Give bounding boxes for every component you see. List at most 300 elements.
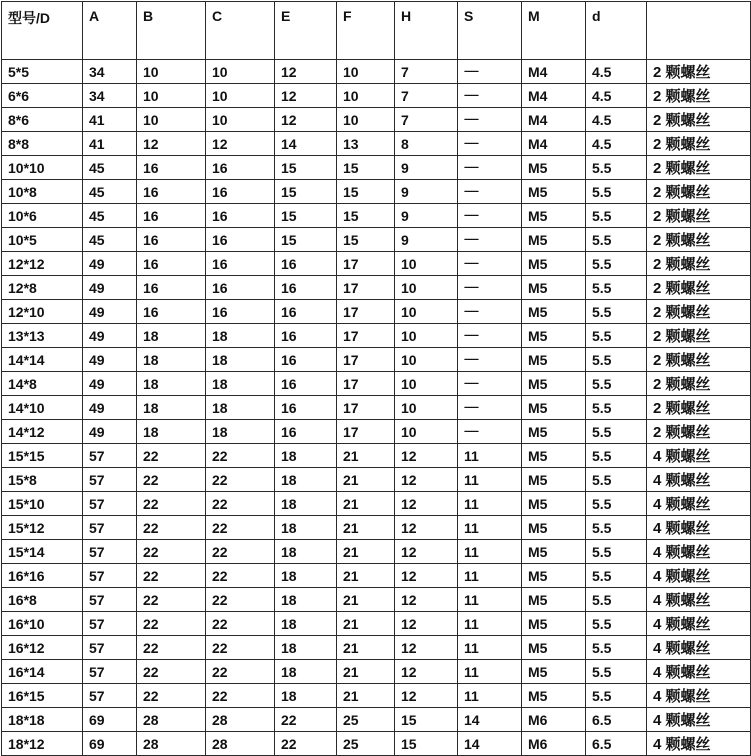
cell-model: 15*8 (2, 468, 83, 492)
cell-a: 57 (83, 636, 137, 660)
table-row (2, 708, 751, 732)
cell-e: 18 (275, 636, 337, 660)
cell-s: ------ (458, 108, 522, 132)
cell-m: M6 (522, 708, 586, 732)
cell-h: 12 (395, 564, 458, 588)
cell-e: 15 (275, 204, 337, 228)
cell-note: 4 颗螺丝 (647, 636, 751, 660)
cell-m: M5 (522, 228, 586, 252)
cell-f: 15 (337, 228, 395, 252)
cell-model: 16*10 (2, 612, 83, 636)
cell-c: 22 (206, 660, 275, 684)
cell-a: 49 (83, 396, 137, 420)
cell-note: 4 颗螺丝 (647, 732, 751, 756)
table-row (2, 204, 751, 228)
table-row (2, 684, 751, 708)
cell-model: 14*14 (2, 348, 83, 372)
cell-e: 18 (275, 468, 337, 492)
cell-note: 2 颗螺丝 (647, 204, 751, 228)
cell-f: 10 (337, 108, 395, 132)
cell-h: 12 (395, 492, 458, 516)
cell-a: 41 (83, 132, 137, 156)
spec-table (1, 1, 751, 756)
cell-s: ------ (458, 396, 522, 420)
cell-d: 5.5 (586, 444, 647, 468)
cell-h: 15 (395, 708, 458, 732)
cell-c: 16 (206, 276, 275, 300)
cell-e: 16 (275, 252, 337, 276)
cell-m: M4 (522, 108, 586, 132)
cell-s: 11 (458, 468, 522, 492)
cell-m: M5 (522, 348, 586, 372)
table-row (2, 516, 751, 540)
cell-h: 12 (395, 636, 458, 660)
cell-c: 16 (206, 156, 275, 180)
table-row (2, 588, 751, 612)
header-s: S (458, 2, 522, 60)
cell-s: ------ (458, 204, 522, 228)
cell-f: 21 (337, 516, 395, 540)
cell-note: 2 颗螺丝 (647, 324, 751, 348)
cell-b: 16 (137, 300, 206, 324)
cell-model: 14*12 (2, 420, 83, 444)
cell-b: 16 (137, 276, 206, 300)
cell-c: 18 (206, 348, 275, 372)
cell-h: 10 (395, 276, 458, 300)
cell-s: ------ (458, 372, 522, 396)
cell-s: 11 (458, 564, 522, 588)
cell-e: 15 (275, 228, 337, 252)
table-row (2, 156, 751, 180)
cell-note: 4 颗螺丝 (647, 684, 751, 708)
cell-e: 18 (275, 492, 337, 516)
cell-model: 10*8 (2, 180, 83, 204)
cell-h: 10 (395, 324, 458, 348)
cell-c: 10 (206, 60, 275, 84)
cell-d: 5.5 (586, 516, 647, 540)
cell-model: 12*10 (2, 300, 83, 324)
cell-b: 10 (137, 108, 206, 132)
cell-f: 21 (337, 660, 395, 684)
cell-model: 6*6 (2, 84, 83, 108)
cell-model: 5*5 (2, 60, 83, 84)
table-row (2, 324, 751, 348)
table-row (2, 660, 751, 684)
cell-e: 12 (275, 84, 337, 108)
cell-b: 18 (137, 420, 206, 444)
cell-a: 49 (83, 420, 137, 444)
cell-h: 15 (395, 732, 458, 756)
table-row (2, 108, 751, 132)
cell-s: 11 (458, 444, 522, 468)
cell-e: 16 (275, 300, 337, 324)
cell-d: 5.5 (586, 300, 647, 324)
cell-s: ------ (458, 60, 522, 84)
cell-f: 17 (337, 252, 395, 276)
cell-note: 4 颗螺丝 (647, 492, 751, 516)
cell-s: ------ (458, 132, 522, 156)
cell-model: 15*14 (2, 540, 83, 564)
cell-note: 2 颗螺丝 (647, 372, 751, 396)
cell-f: 21 (337, 468, 395, 492)
header-a: A (83, 2, 137, 60)
cell-m: M5 (522, 468, 586, 492)
cell-e: 16 (275, 372, 337, 396)
cell-d: 6.5 (586, 732, 647, 756)
cell-b: 22 (137, 684, 206, 708)
cell-s: 11 (458, 540, 522, 564)
cell-f: 21 (337, 636, 395, 660)
cell-f: 17 (337, 372, 395, 396)
cell-e: 18 (275, 516, 337, 540)
cell-note: 2 颗螺丝 (647, 132, 751, 156)
cell-h: 7 (395, 108, 458, 132)
cell-d: 5.5 (586, 612, 647, 636)
cell-m: M4 (522, 132, 586, 156)
cell-d: 5.5 (586, 660, 647, 684)
header-e: E (275, 2, 337, 60)
table-row (2, 564, 751, 588)
cell-e: 18 (275, 684, 337, 708)
cell-d: 4.5 (586, 108, 647, 132)
cell-m: M5 (522, 516, 586, 540)
cell-c: 16 (206, 252, 275, 276)
cell-h: 9 (395, 156, 458, 180)
cell-h: 12 (395, 444, 458, 468)
cell-h: 12 (395, 516, 458, 540)
cell-e: 18 (275, 660, 337, 684)
cell-m: M5 (522, 660, 586, 684)
cell-f: 25 (337, 732, 395, 756)
cell-s: ------ (458, 300, 522, 324)
cell-c: 16 (206, 228, 275, 252)
cell-model: 10*6 (2, 204, 83, 228)
cell-note: 4 颗螺丝 (647, 540, 751, 564)
cell-d: 5.5 (586, 396, 647, 420)
cell-d: 5.5 (586, 252, 647, 276)
cell-b: 28 (137, 708, 206, 732)
cell-f: 17 (337, 348, 395, 372)
cell-f: 21 (337, 612, 395, 636)
cell-m: M5 (522, 396, 586, 420)
cell-model: 15*15 (2, 444, 83, 468)
cell-c: 22 (206, 540, 275, 564)
cell-d: 5.5 (586, 468, 647, 492)
cell-a: 49 (83, 276, 137, 300)
cell-b: 22 (137, 516, 206, 540)
cell-c: 18 (206, 372, 275, 396)
cell-f: 10 (337, 60, 395, 84)
cell-e: 18 (275, 564, 337, 588)
table-row (2, 492, 751, 516)
cell-s: 11 (458, 588, 522, 612)
table-row (2, 636, 751, 660)
cell-f: 17 (337, 276, 395, 300)
cell-m: M5 (522, 372, 586, 396)
cell-note: 2 颗螺丝 (647, 300, 751, 324)
cell-c: 16 (206, 300, 275, 324)
cell-f: 17 (337, 396, 395, 420)
cell-b: 16 (137, 252, 206, 276)
cell-c: 10 (206, 84, 275, 108)
table-body (2, 60, 751, 756)
cell-b: 22 (137, 540, 206, 564)
cell-a: 69 (83, 708, 137, 732)
cell-h: 10 (395, 252, 458, 276)
cell-m: M5 (522, 636, 586, 660)
cell-d: 5.5 (586, 372, 647, 396)
cell-e: 15 (275, 156, 337, 180)
cell-note: 2 颗螺丝 (647, 348, 751, 372)
cell-a: 34 (83, 84, 137, 108)
cell-note: 2 颗螺丝 (647, 60, 751, 84)
table-row (2, 348, 751, 372)
cell-s: ------ (458, 180, 522, 204)
cell-m: M5 (522, 252, 586, 276)
cell-s: ------ (458, 252, 522, 276)
cell-model: 16*14 (2, 660, 83, 684)
cell-h: 12 (395, 468, 458, 492)
cell-model: 16*16 (2, 564, 83, 588)
cell-a: 57 (83, 516, 137, 540)
cell-s: 11 (458, 636, 522, 660)
cell-m: M4 (522, 60, 586, 84)
cell-f: 15 (337, 180, 395, 204)
cell-c: 12 (206, 132, 275, 156)
cell-a: 49 (83, 252, 137, 276)
cell-note: 2 颗螺丝 (647, 108, 751, 132)
cell-c: 16 (206, 180, 275, 204)
cell-e: 15 (275, 180, 337, 204)
cell-s: ------ (458, 276, 522, 300)
cell-d: 5.5 (586, 540, 647, 564)
cell-f: 17 (337, 420, 395, 444)
cell-note: 4 颗螺丝 (647, 612, 751, 636)
cell-c: 28 (206, 732, 275, 756)
cell-c: 22 (206, 516, 275, 540)
cell-h: 10 (395, 348, 458, 372)
cell-f: 13 (337, 132, 395, 156)
cell-h: 7 (395, 60, 458, 84)
cell-m: M5 (522, 588, 586, 612)
cell-s: ------ (458, 324, 522, 348)
cell-e: 18 (275, 540, 337, 564)
cell-m: M5 (522, 180, 586, 204)
cell-a: 49 (83, 324, 137, 348)
cell-b: 18 (137, 396, 206, 420)
header-d: d (586, 2, 647, 60)
cell-model: 14*10 (2, 396, 83, 420)
cell-b: 22 (137, 564, 206, 588)
cell-c: 10 (206, 108, 275, 132)
cell-f: 10 (337, 84, 395, 108)
cell-m: M4 (522, 84, 586, 108)
cell-s: ------ (458, 228, 522, 252)
table-row (2, 444, 751, 468)
cell-m: M5 (522, 564, 586, 588)
cell-s: 11 (458, 516, 522, 540)
cell-a: 41 (83, 108, 137, 132)
cell-model: 8*6 (2, 108, 83, 132)
cell-model: 16*8 (2, 588, 83, 612)
cell-b: 18 (137, 372, 206, 396)
cell-a: 45 (83, 228, 137, 252)
cell-note: 2 颗螺丝 (647, 156, 751, 180)
cell-a: 49 (83, 300, 137, 324)
cell-b: 16 (137, 228, 206, 252)
cell-b: 28 (137, 732, 206, 756)
cell-d: 4.5 (586, 60, 647, 84)
cell-a: 49 (83, 372, 137, 396)
table-row (2, 60, 751, 84)
cell-model: 14*8 (2, 372, 83, 396)
cell-a: 57 (83, 612, 137, 636)
cell-c: 16 (206, 204, 275, 228)
cell-b: 22 (137, 636, 206, 660)
cell-f: 21 (337, 492, 395, 516)
cell-s: 11 (458, 612, 522, 636)
cell-note: 4 颗螺丝 (647, 708, 751, 732)
cell-e: 16 (275, 348, 337, 372)
cell-e: 12 (275, 108, 337, 132)
cell-model: 16*15 (2, 684, 83, 708)
cell-f: 21 (337, 540, 395, 564)
cell-h: 8 (395, 132, 458, 156)
cell-d: 5.5 (586, 180, 647, 204)
cell-a: 57 (83, 444, 137, 468)
cell-d: 5.5 (586, 276, 647, 300)
cell-note: 2 颗螺丝 (647, 276, 751, 300)
cell-d: 5.5 (586, 204, 647, 228)
cell-note: 2 颗螺丝 (647, 252, 751, 276)
cell-m: M5 (522, 612, 586, 636)
cell-b: 22 (137, 660, 206, 684)
cell-m: M5 (522, 684, 586, 708)
cell-d: 4.5 (586, 84, 647, 108)
header-m: M (522, 2, 586, 60)
cell-a: 57 (83, 660, 137, 684)
header-row (2, 2, 751, 60)
cell-d: 5.5 (586, 564, 647, 588)
cell-a: 57 (83, 540, 137, 564)
cell-c: 18 (206, 396, 275, 420)
cell-a: 45 (83, 204, 137, 228)
cell-h: 12 (395, 612, 458, 636)
cell-s: 14 (458, 732, 522, 756)
cell-model: 18*12 (2, 732, 83, 756)
cell-a: 45 (83, 156, 137, 180)
cell-c: 22 (206, 492, 275, 516)
cell-f: 15 (337, 204, 395, 228)
cell-f: 21 (337, 684, 395, 708)
cell-e: 18 (275, 588, 337, 612)
cell-s: ------ (458, 348, 522, 372)
cell-h: 12 (395, 660, 458, 684)
cell-d: 5.5 (586, 684, 647, 708)
cell-model: 10*10 (2, 156, 83, 180)
cell-m: M5 (522, 204, 586, 228)
cell-model: 10*5 (2, 228, 83, 252)
cell-model: 12*12 (2, 252, 83, 276)
cell-h: 7 (395, 84, 458, 108)
cell-d: 4.5 (586, 132, 647, 156)
cell-d: 5.5 (586, 420, 647, 444)
cell-model: 8*8 (2, 132, 83, 156)
cell-note: 2 颗螺丝 (647, 180, 751, 204)
cell-f: 21 (337, 588, 395, 612)
cell-h: 12 (395, 588, 458, 612)
cell-c: 18 (206, 324, 275, 348)
cell-a: 57 (83, 492, 137, 516)
cell-h: 10 (395, 372, 458, 396)
cell-m: M5 (522, 444, 586, 468)
cell-a: 57 (83, 588, 137, 612)
cell-m: M5 (522, 492, 586, 516)
cell-note: 4 颗螺丝 (647, 588, 751, 612)
cell-h: 9 (395, 204, 458, 228)
cell-c: 22 (206, 684, 275, 708)
table-row (2, 396, 751, 420)
cell-model: 15*12 (2, 516, 83, 540)
table-row (2, 180, 751, 204)
cell-m: M5 (522, 300, 586, 324)
cell-m: M5 (522, 324, 586, 348)
cell-h: 12 (395, 540, 458, 564)
cell-b: 10 (137, 60, 206, 84)
cell-e: 12 (275, 60, 337, 84)
cell-b: 18 (137, 324, 206, 348)
cell-d: 5.5 (586, 492, 647, 516)
cell-h: 10 (395, 300, 458, 324)
cell-f: 17 (337, 324, 395, 348)
table-row (2, 300, 751, 324)
cell-c: 18 (206, 420, 275, 444)
cell-s: 11 (458, 660, 522, 684)
cell-b: 16 (137, 156, 206, 180)
cell-b: 22 (137, 444, 206, 468)
cell-f: 21 (337, 444, 395, 468)
cell-h: 9 (395, 180, 458, 204)
table-row (2, 540, 751, 564)
cell-m: M5 (522, 276, 586, 300)
cell-m: M5 (522, 420, 586, 444)
header-model: 型号/D (2, 2, 83, 60)
cell-a: 57 (83, 564, 137, 588)
cell-model: 18*18 (2, 708, 83, 732)
cell-b: 22 (137, 492, 206, 516)
cell-e: 14 (275, 132, 337, 156)
cell-a: 57 (83, 468, 137, 492)
cell-c: 22 (206, 588, 275, 612)
cell-a: 45 (83, 180, 137, 204)
cell-h: 12 (395, 684, 458, 708)
cell-c: 28 (206, 708, 275, 732)
cell-a: 69 (83, 732, 137, 756)
cell-b: 16 (137, 180, 206, 204)
cell-model: 12*8 (2, 276, 83, 300)
cell-note: 4 颗螺丝 (647, 444, 751, 468)
cell-b: 10 (137, 84, 206, 108)
cell-b: 22 (137, 612, 206, 636)
cell-e: 22 (275, 732, 337, 756)
cell-note: 2 颗螺丝 (647, 396, 751, 420)
cell-e: 16 (275, 396, 337, 420)
cell-d: 6.5 (586, 708, 647, 732)
cell-h: 10 (395, 420, 458, 444)
cell-d: 5.5 (586, 348, 647, 372)
cell-s: 14 (458, 708, 522, 732)
cell-b: 16 (137, 204, 206, 228)
